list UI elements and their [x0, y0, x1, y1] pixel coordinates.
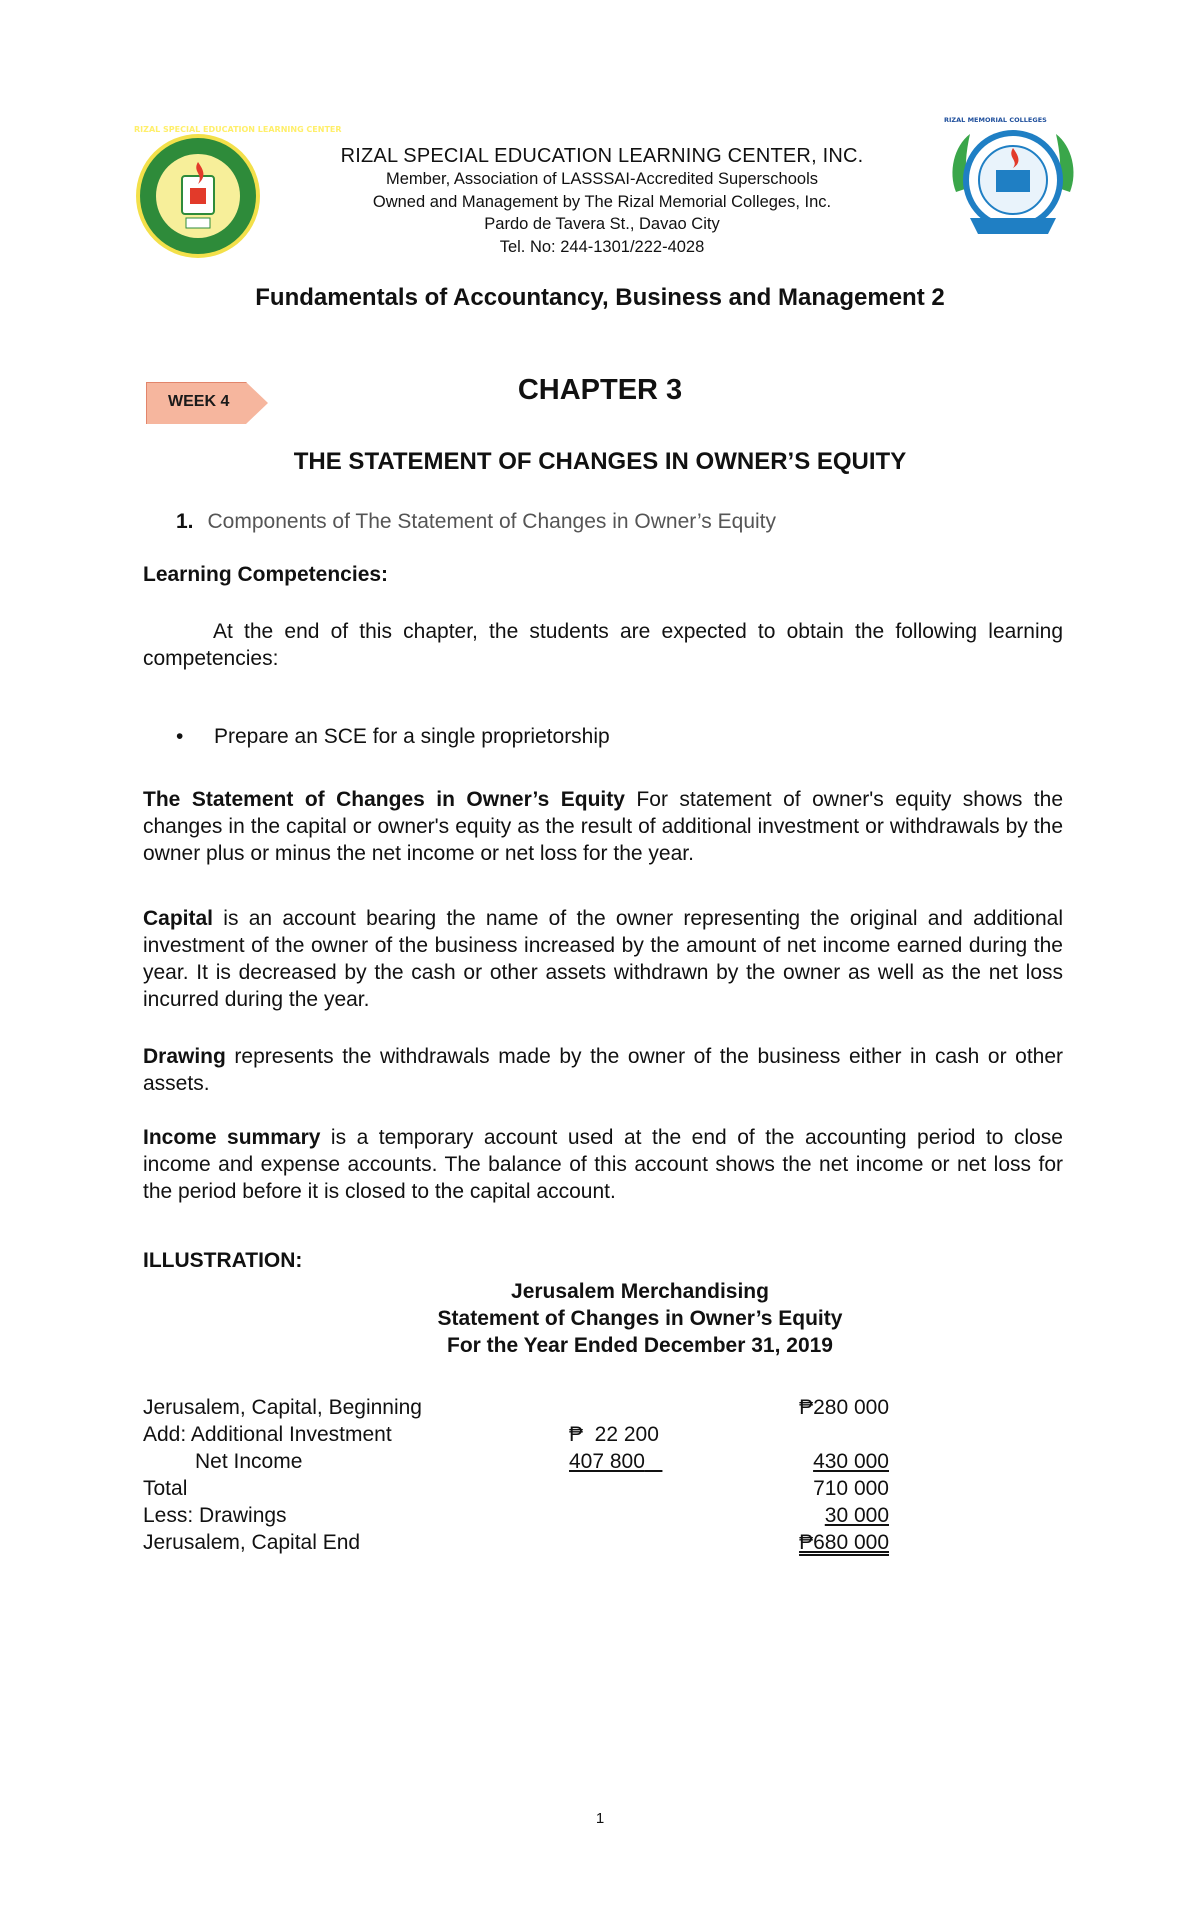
definition-capital — [143, 905, 1063, 1013]
definition-sce — [143, 786, 1063, 867]
row-total-value: 710 000 — [813, 1477, 889, 1500]
membership-line: Member, Association of LASSSAI-Accredited Superschools — [386, 170, 818, 188]
course-title: Fundamentals of Accountancy, Business and Management 2 — [255, 284, 945, 311]
chapter-title: CHAPTER 3 — [517, 374, 683, 406]
row-label: Jerusalem, Capital, Beginning — [143, 1396, 422, 1419]
address-line: Pardo de Tavera St., Davao City — [484, 215, 720, 233]
row-total-value: 30 000 — [824, 1504, 889, 1527]
statement-title: THE STATEMENT OF CHANGES IN OWNER’S EQUITY — [293, 448, 907, 475]
definition-text: represents the withdrawals made by the owner of the business either in cash or other assets. — [143, 1045, 1063, 1095]
statement-name: Statement of Changes in Owner’s Equity — [437, 1307, 843, 1330]
topic-item — [176, 510, 776, 534]
definition-text: For statement of owner's equity shows the changes in the capital or owner's equity as the result of additional investment or withdrawals by the owner plus or minus the net income or net loss for the year. — [143, 788, 1063, 865]
company-name: Jerusalem Merchandising — [511, 1280, 769, 1303]
definition-text: is an account bearing the name of the owner representing the original and additional investment of the owner of the business increased by the amount of net income earned during the year. It is decreased by the cash or other assets withdrawn by the owner as well as the net loss incurred during the year. — [143, 907, 1063, 1011]
row-label: Add: Additional Investment — [143, 1423, 392, 1446]
definition-term: Capital — [143, 907, 214, 930]
row-label: Less: Drawings — [143, 1504, 287, 1527]
school-seal-logo-left — [134, 125, 342, 260]
logo-right-ring-text: RIZAL MEMORIAL COLLEGES — [944, 116, 1047, 124]
row-label: Net Income — [195, 1450, 303, 1473]
statement-heading — [340, 1278, 940, 1359]
telephone-line: Tel. No: 244-1301/222-4028 — [499, 237, 705, 256]
statement-period: For the Year Ended December 31, 2019 — [447, 1334, 833, 1357]
definition-term: Drawing — [143, 1045, 226, 1068]
school-header — [250, 144, 954, 258]
row-total-value: 430 000 — [813, 1450, 889, 1473]
illustration-heading: ILLUSTRATION: — [143, 1249, 303, 1272]
row-detail-value: ₱ 22 200 — [569, 1423, 659, 1446]
row-total-value: ₱280 000 — [799, 1396, 889, 1419]
logo-left-ring-text: RIZAL SPECIAL EDUCATION LEARNING CENTER — [134, 125, 342, 134]
definition-term: Income summary — [143, 1126, 321, 1149]
definition-term: The Statement of Changes in Owner’s Equity — [143, 788, 625, 811]
definition-income-summary — [143, 1124, 1063, 1205]
college-seal-logo-right — [944, 116, 1082, 246]
row-label: Total — [143, 1477, 188, 1500]
row-detail-text: 407 800 — [569, 1450, 645, 1473]
school-name: RIZAL SPECIAL EDUCATION LEARNING CENTER, INC. — [340, 145, 864, 167]
definition-text: is a temporary account used at the end of the accounting period to close income and expense accounts. The balance of this account shows the net income or net loss for the period before it is closed to the capital account. — [143, 1126, 1063, 1203]
learning-intro: At the end of this chapter, the students are expected to obtain the following learning competencies: — [143, 620, 1063, 670]
definition-drawing — [143, 1043, 1063, 1097]
topic-text: Components of The Statement of Changes in Owner’s Equity — [207, 510, 777, 533]
learning-competencies-heading: Learning Competencies: — [143, 563, 389, 586]
row-total-value: ₱680 000 — [799, 1531, 889, 1554]
topic-number: 1. — [176, 510, 194, 533]
row-label: Jerusalem, Capital End — [143, 1531, 361, 1554]
bullet-dot: • — [176, 725, 184, 748]
ownership-line: Owned and Management by The Rizal Memorial Colleges, Inc. — [372, 192, 832, 211]
row-detail-value — [569, 1450, 669, 1474]
week-tag-label: WEEK 4 — [168, 393, 230, 410]
page-number: 1 — [595, 1810, 605, 1827]
competency-text: Prepare an SCE for a single proprietorship — [214, 725, 610, 748]
